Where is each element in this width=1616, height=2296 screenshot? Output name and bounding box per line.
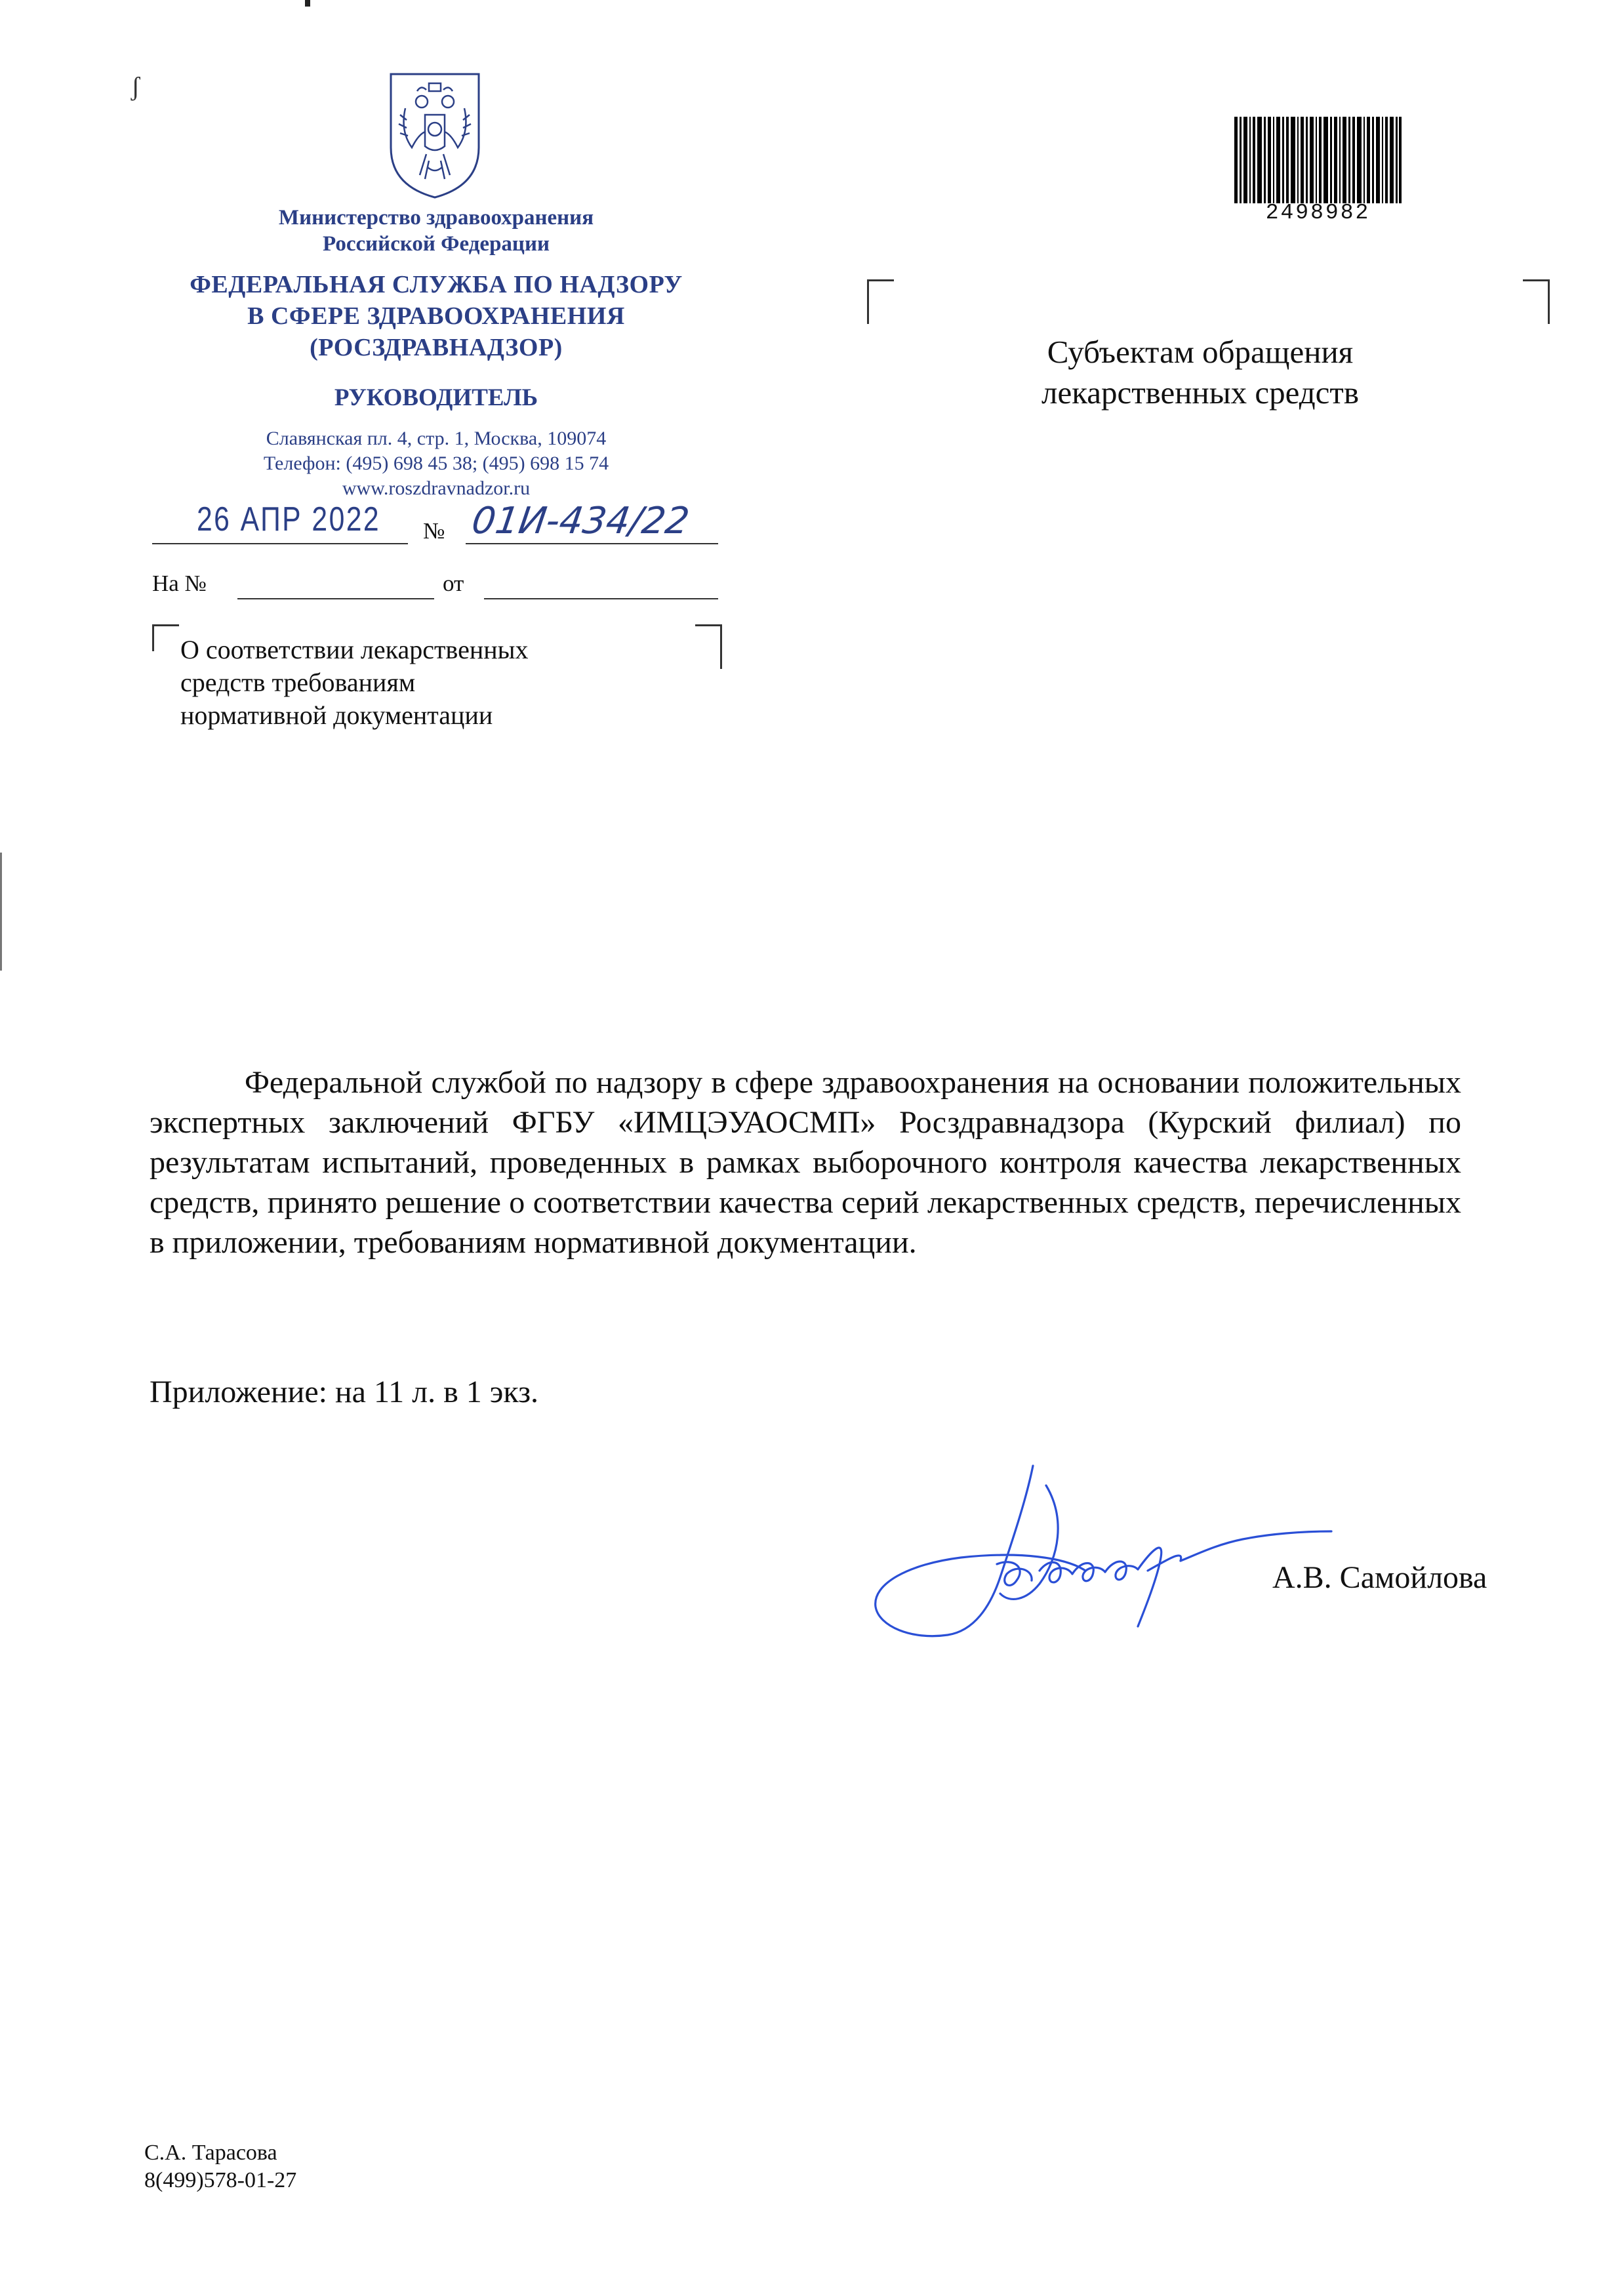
addressee-block [905,332,1495,413]
addressee-bracket-left [867,279,894,324]
reference-number-label: На № [152,571,207,596]
service-line-1: ФЕДЕРАЛЬНАЯ СЛУЖБА ПО НАДЗОРУ [190,271,683,298]
subject-line-2: средств требованиям [180,668,416,697]
website-text: www.roszdravnadzor.ru [342,477,531,499]
subject-bracket-left [152,624,179,651]
phones-text: Телефон: (495) 698 45 38; (495) 698 15 74 [263,453,609,474]
scan-mark-glyph: ʃ [131,71,140,101]
ministry-line-2: Российской Федерации [323,232,550,256]
addressee-line-2: лекарственных средств [1041,374,1359,411]
double-headed-eagle-emblem-icon [386,69,484,200]
subject-line-3: нормативной документации [180,700,493,730]
barcode-icon [1234,117,1402,203]
address-text: Славянская пл. 4, стр. 1, Москва, 109074 [266,428,607,449]
barcode-number: 2498982 [1265,201,1371,225]
registration-number: 01И-434/22 [469,500,692,542]
reference-number-line [237,598,434,599]
position-title: РУКОВОДИТЕЛЬ [334,384,538,411]
subject-line-1: О соответствии лекарственных [180,635,529,664]
handwritten-signature [849,1459,1348,1643]
date-underline [152,543,408,544]
addressee-bracket-right [1523,279,1550,324]
scan-edge-mark [0,853,2,971]
registration-date-stamp: 26 АПР 2022 [197,500,381,538]
ministry-line-1: Министерство здравоохранения [278,206,594,230]
number-sign: № [423,518,445,544]
body-paragraph: Федеральной службой по надзору в сфере здравоохранения на основании положительных экспертных заключений ФГБУ «ИМЦЭУАОСМП» Росздравнадзора (Курский филиал) по результатам испытаний, проведенных в рамках выборочного контроля качества лекарственных средств, принято решение о соответствии качества серий лекарственных средств, перечисленных в приложении, требованиям нормативной документации. [150,1065,1461,1260]
ministry-name [131,205,741,257]
service-line-3: (РОСЗДРАВНАДЗОР) [310,334,563,361]
service-name [131,269,741,363]
executor-block [144,2139,296,2194]
executor-name: С.А. Тарасова [144,2141,277,2165]
executor-phone: 8(499)578-01-27 [144,2168,297,2192]
scan-mark-top [305,0,310,7]
signer-name: А.В. Самойлова [1272,1560,1487,1595]
subject-block [180,634,705,732]
reference-date-line [484,598,718,599]
reference-date-label: от [443,571,464,596]
number-underline [466,543,718,544]
attachment-note: Приложение: на 11 л. в 1 экз. [150,1375,539,1409]
addressee-line-1: Субъектам обращения [1047,334,1354,370]
service-line-2: В СФЕРЕ ЗДРАВООХРАНЕНИЯ [247,302,625,330]
contacts-block [131,426,741,501]
